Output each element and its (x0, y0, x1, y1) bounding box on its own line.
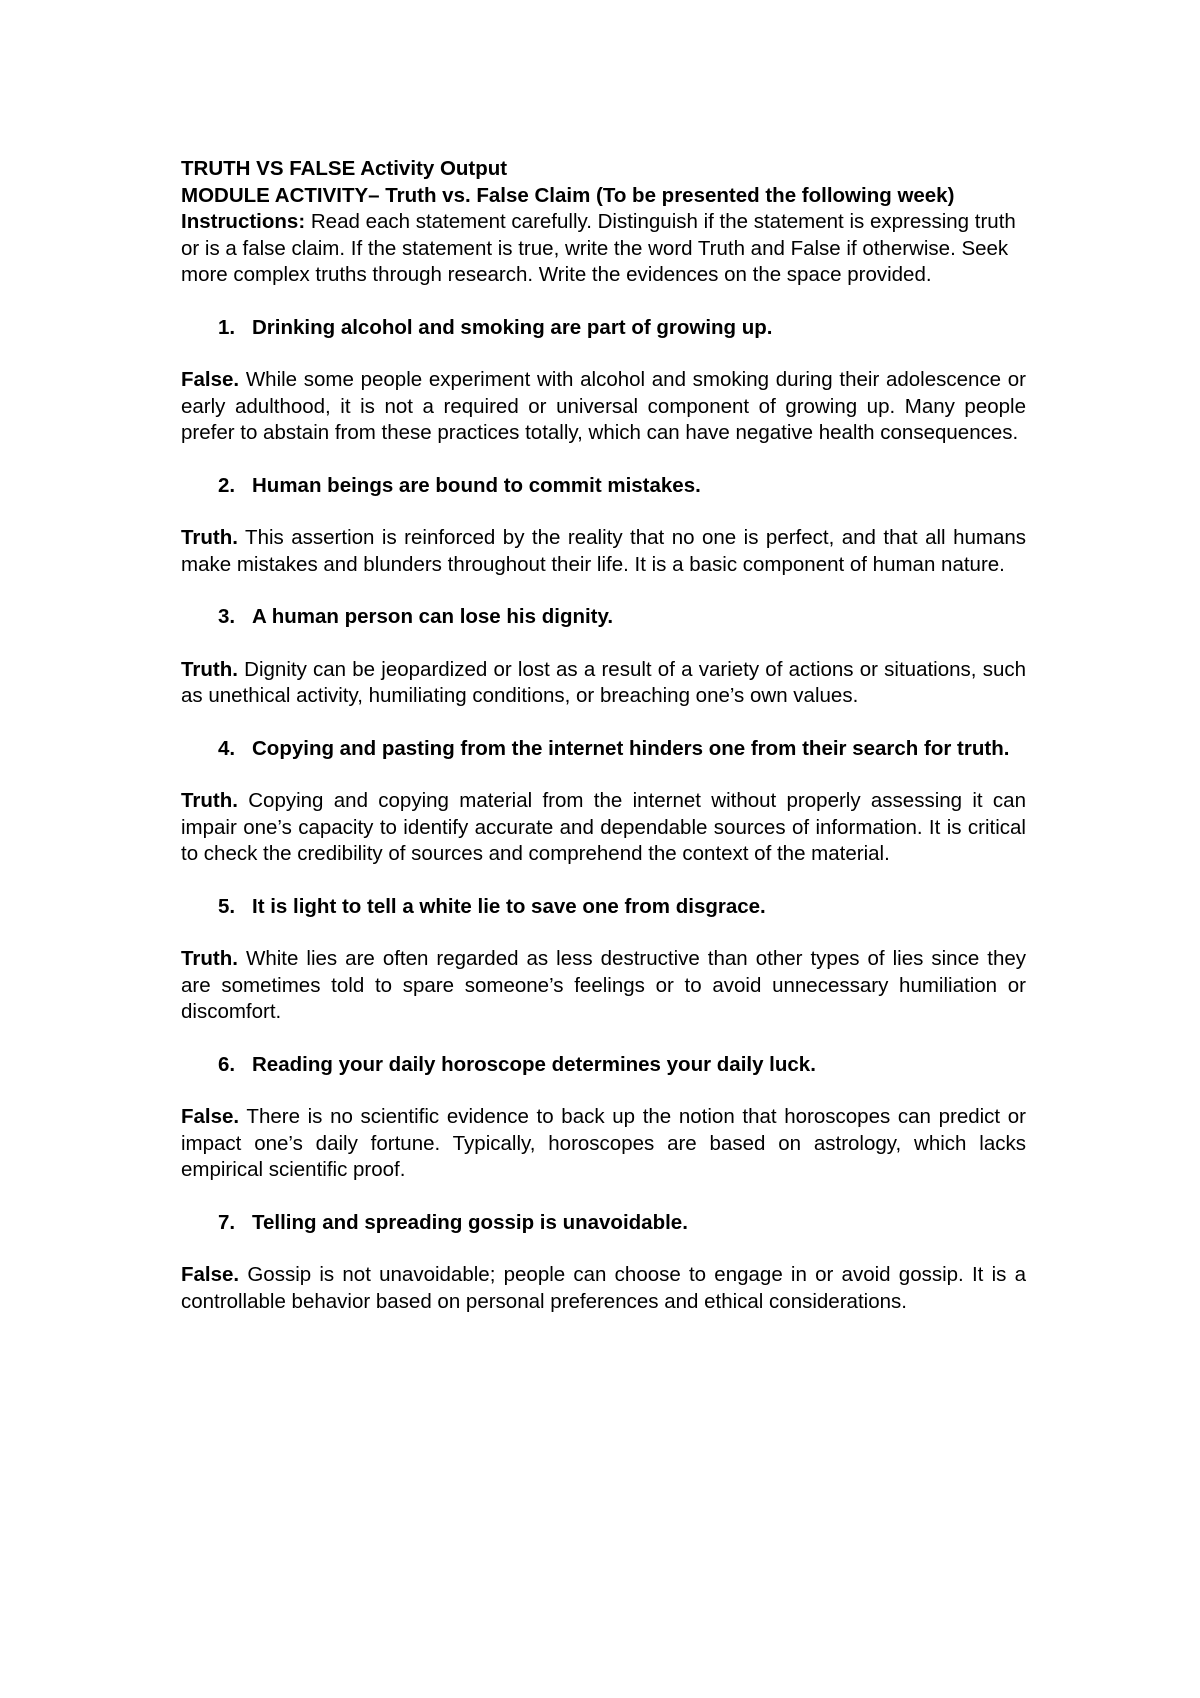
question (181, 736, 1026, 763)
question-number: 5. (218, 894, 236, 918)
list-item (181, 473, 1026, 579)
answer (181, 1262, 1026, 1315)
answer-verdict: False. (181, 1105, 240, 1128)
answer-explanation: Gossip is not unavoidable; people can choose to engage in or avoid gossip. It is a controllable behavior based on personal preferences and ethical considerations. (181, 1263, 1027, 1313)
answer-verdict: Truth. (181, 526, 238, 549)
question-text: It is light to tell a white lie to save one from disgrace. (252, 894, 766, 918)
instructions-text: Read each statement carefully. Distinguish if the statement is expressing truth or is a false claim. If the statement is true, write the word Truth and False if otherwise. Seek more complex truths through research. Write the evidences on the space provided. (181, 210, 1016, 286)
answer (181, 788, 1026, 868)
list-item (181, 1210, 1026, 1316)
answer (181, 525, 1026, 578)
instructions-paragraph (181, 209, 1026, 289)
question (181, 604, 1026, 631)
module-heading: MODULE ACTIVITY– Truth vs. False Claim (To be presented the following week) (181, 183, 955, 207)
answer-verdict: False. (181, 368, 240, 391)
answer-explanation: White lies are often regarded as less destructive than other types of lies since they are sometimes told to spare someone’s feelings or to avoid unnecessary humiliation or discomfort. (181, 947, 1027, 1023)
answer (181, 1104, 1026, 1184)
document-title: TRUTH VS FALSE Activity Output (181, 157, 508, 180)
answer-explanation: There is no scientific evidence to back up the notion that horoscopes can predict or impact one’s daily fortune. Typically, horoscopes are based on astrology, which lacks empirical scientific proof. (181, 1105, 1027, 1181)
question-text: Copying and pasting from the internet hinders one from their search for truth. (252, 736, 1010, 760)
question-number: 2. (218, 473, 236, 497)
list-item (181, 315, 1026, 447)
question-text: A human person can lose his dignity. (252, 605, 614, 628)
instructions-label: Instructions: (181, 210, 306, 233)
answer-verdict: Truth. (181, 657, 238, 681)
list-item (181, 1052, 1026, 1184)
question (181, 1052, 1026, 1079)
answer-verdict: Truth. (181, 789, 238, 812)
answer-verdict: Truth. (181, 947, 238, 970)
answer (181, 946, 1026, 1026)
question-number: 6. (218, 1052, 236, 1076)
question-text: Human beings are bound to commit mistakes. (252, 473, 701, 497)
question (181, 1210, 1026, 1237)
question-text: Telling and spreading gossip is unavoidable. (252, 1210, 688, 1234)
answer-explanation: Copying and copying material from the internet without properly assessing it can impair one’s capacity to identify accurate and dependable sources of information. It is critical to check the credibility of sources and comprehend the context of the material. (181, 789, 1026, 865)
answer-explanation: Dignity can be jeopardized or lost as a result of a variety of actions or situations, such as unethical activity, humiliating conditions, or breaching one’s own values. (181, 657, 1026, 707)
answer-explanation: While some people experiment with alcohol and smoking during their adolescence or early adulthood, it is not a required or universal component of growing up. Many people prefer to abstain from these practices totally, which can have negative health consequences. (181, 368, 1026, 444)
question (181, 473, 1026, 500)
question (181, 894, 1026, 921)
question-number: 1. (218, 315, 236, 339)
question-text: Reading your daily horoscope determines your daily luck. (252, 1052, 816, 1076)
list-item (181, 736, 1026, 868)
document-page (181, 156, 1026, 1315)
answer-explanation: This assertion is reinforced by the reality that no one is perfect, and that all humans make mistakes and blunders throughout their life. It is a basic component of human nature. (181, 526, 1026, 576)
answer-verdict: False. (181, 1263, 240, 1286)
answer (181, 367, 1026, 447)
question (181, 315, 1026, 342)
list-item (181, 894, 1026, 1026)
question-number: 4. (218, 736, 236, 760)
question-number: 7. (218, 1210, 236, 1234)
question-text: Drinking alcohol and smoking are part of growing up. (252, 315, 773, 339)
question-number: 3. (218, 605, 236, 628)
list-item (181, 604, 1026, 710)
answer (181, 657, 1026, 710)
